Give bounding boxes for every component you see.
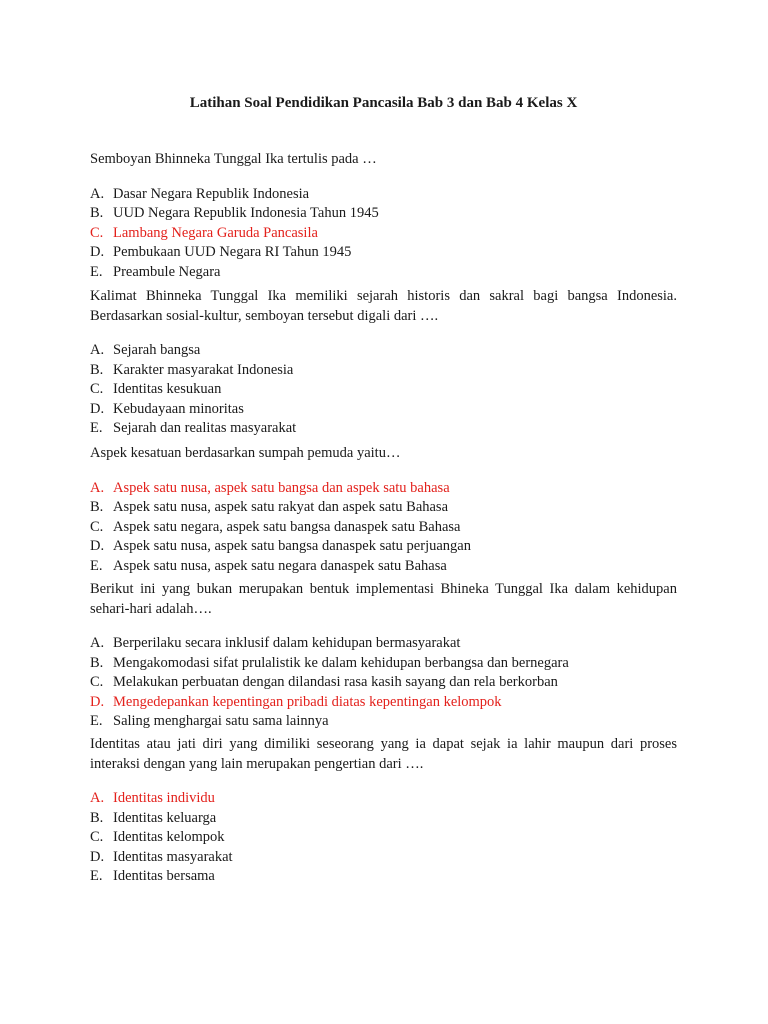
option-letter: C.: [90, 829, 104, 845]
option-e: [90, 263, 677, 283]
option-text: Identitas kesukuan: [113, 381, 222, 397]
option-text: UUD Negara Republik Indonesia Tahun 1945: [113, 205, 379, 221]
option-letter: D.: [90, 848, 105, 865]
option-d: [90, 537, 677, 557]
question-1: [90, 150, 677, 282]
answer-options: [90, 341, 677, 439]
question-3: [90, 444, 677, 576]
document-title: Latihan Soal Pendidikan Pancasila Bab 3 dan Bab 4 Kelas X: [189, 95, 578, 111]
option-letter: E.: [90, 713, 103, 729]
option-c-correct: [90, 224, 677, 244]
option-letter: E.: [90, 420, 103, 436]
option-text: Aspek satu nusa, aspek satu bangsa dan aspek satu bahasa: [113, 479, 450, 496]
answer-options: [90, 634, 677, 732]
option-letter: A.: [90, 342, 105, 358]
option-letter: B.: [90, 499, 104, 515]
option-text: Sejarah bangsa: [113, 342, 201, 358]
option-c: [90, 673, 677, 693]
option-text: Preambule Negara: [113, 263, 221, 280]
option-letter: B.: [90, 809, 104, 826]
option-d-correct: [90, 693, 677, 713]
option-text: Aspek satu nusa, aspek satu rakyat dan aspek satu Bahasa: [113, 499, 449, 515]
option-letter: B.: [90, 361, 104, 378]
option-letter: C.: [90, 518, 104, 535]
question-4: [90, 580, 677, 732]
option-text: Identitas keluarga: [113, 809, 217, 826]
option-b: [90, 498, 677, 518]
option-c: [90, 518, 677, 538]
option-text: Kebudayaan minoritas: [113, 400, 244, 417]
option-a: [90, 634, 677, 654]
option-text: Identitas masyarakat: [113, 848, 233, 865]
option-a-correct: [90, 479, 677, 499]
option-a: [90, 341, 677, 361]
option-letter: D.: [90, 244, 105, 260]
option-letter: C.: [90, 224, 104, 241]
option-b: [90, 654, 677, 674]
option-text: Aspek satu negara, aspek satu bangsa danaspek satu Bahasa: [113, 518, 461, 535]
answer-options: [90, 185, 677, 283]
option-text: Aspek satu nusa, aspek satu bangsa danaspek satu perjuangan: [113, 538, 471, 554]
question-stem: Identitas atau jati diri yang dimiliki seseorang yang ia dapat sejak ia lahir maupun dari proses interaksi dengan yang lain merupakan pengertian dari ….: [90, 736, 677, 772]
option-a-correct: [90, 789, 677, 809]
option-letter: A.: [90, 635, 105, 651]
option-letter: D.: [90, 538, 105, 554]
option-b: [90, 361, 677, 381]
option-text: Mengedepankan kepentingan pribadi diatas kepentingan kelompok: [113, 693, 502, 710]
option-text: Lambang Negara Garuda Pancasila: [113, 224, 318, 241]
question-stem: Aspek kesatuan berdasarkan sumpah pemuda yaitu…: [90, 445, 401, 461]
question-5: [90, 735, 677, 887]
option-letter: B.: [90, 205, 104, 221]
question-2: [90, 287, 677, 439]
option-letter: A.: [90, 479, 105, 496]
option-letter: D.: [90, 693, 105, 710]
option-letter: E.: [90, 263, 103, 280]
question-stem: Berikut ini yang bukan merupakan bentuk implementasi Bhineka Tunggal Ika dalam kehidupan sehari-hari adalah….: [90, 581, 677, 617]
option-text: Identitas bersama: [113, 868, 215, 884]
option-text: Mengakomodasi sifat prulalistik ke dalam kehidupan berbangsa dan bernegara: [113, 654, 569, 671]
option-e: [90, 419, 677, 439]
option-text: Sejarah dan realitas masyarakat: [113, 420, 297, 436]
question-stem: Kalimat Bhinneka Tunggal Ika memiliki sejarah historis dan sakral bagi bangsa Indonesia. Berdasarkan sosial-kultur, semboyan tersebut digali dari ….: [90, 288, 677, 324]
option-text: Identitas kelompok: [113, 829, 225, 845]
option-b: [90, 204, 677, 224]
option-c: [90, 828, 677, 848]
option-letter: A.: [90, 185, 105, 202]
option-letter: C.: [90, 674, 104, 690]
answer-options: [90, 479, 677, 577]
option-letter: D.: [90, 400, 105, 417]
option-d: [90, 848, 677, 868]
option-text: Dasar Negara Republik Indonesia: [113, 185, 310, 202]
option-e: [90, 867, 677, 887]
option-letter: E.: [90, 868, 103, 884]
option-a: [90, 185, 677, 205]
option-letter: C.: [90, 381, 104, 397]
option-text: Pembukaan UUD Negara RI Tahun 1945: [113, 244, 352, 260]
option-d: [90, 243, 677, 263]
option-d: [90, 400, 677, 420]
answer-options: [90, 789, 677, 887]
option-b: [90, 809, 677, 829]
question-stem: Semboyan Bhinneka Tunggal Ika tertulis pada …: [90, 151, 377, 167]
option-text: Melakukan perbuatan dengan dilandasi rasa kasih sayang dan rela berkorban: [113, 674, 558, 690]
option-text: Aspek satu nusa, aspek satu negara danaspek satu Bahasa: [113, 557, 447, 574]
option-e: [90, 712, 677, 732]
option-text: Saling menghargai satu sama lainnya: [113, 713, 329, 729]
option-text: Berperilaku secara inklusif dalam kehidupan bermasyarakat: [113, 635, 461, 651]
option-text: Identitas individu: [113, 790, 215, 806]
option-text: Karakter masyarakat Indonesia: [113, 361, 294, 378]
option-letter: E.: [90, 557, 103, 574]
option-letter: B.: [90, 654, 104, 671]
option-letter: A.: [90, 790, 105, 806]
option-e: [90, 557, 677, 577]
option-c: [90, 380, 677, 400]
